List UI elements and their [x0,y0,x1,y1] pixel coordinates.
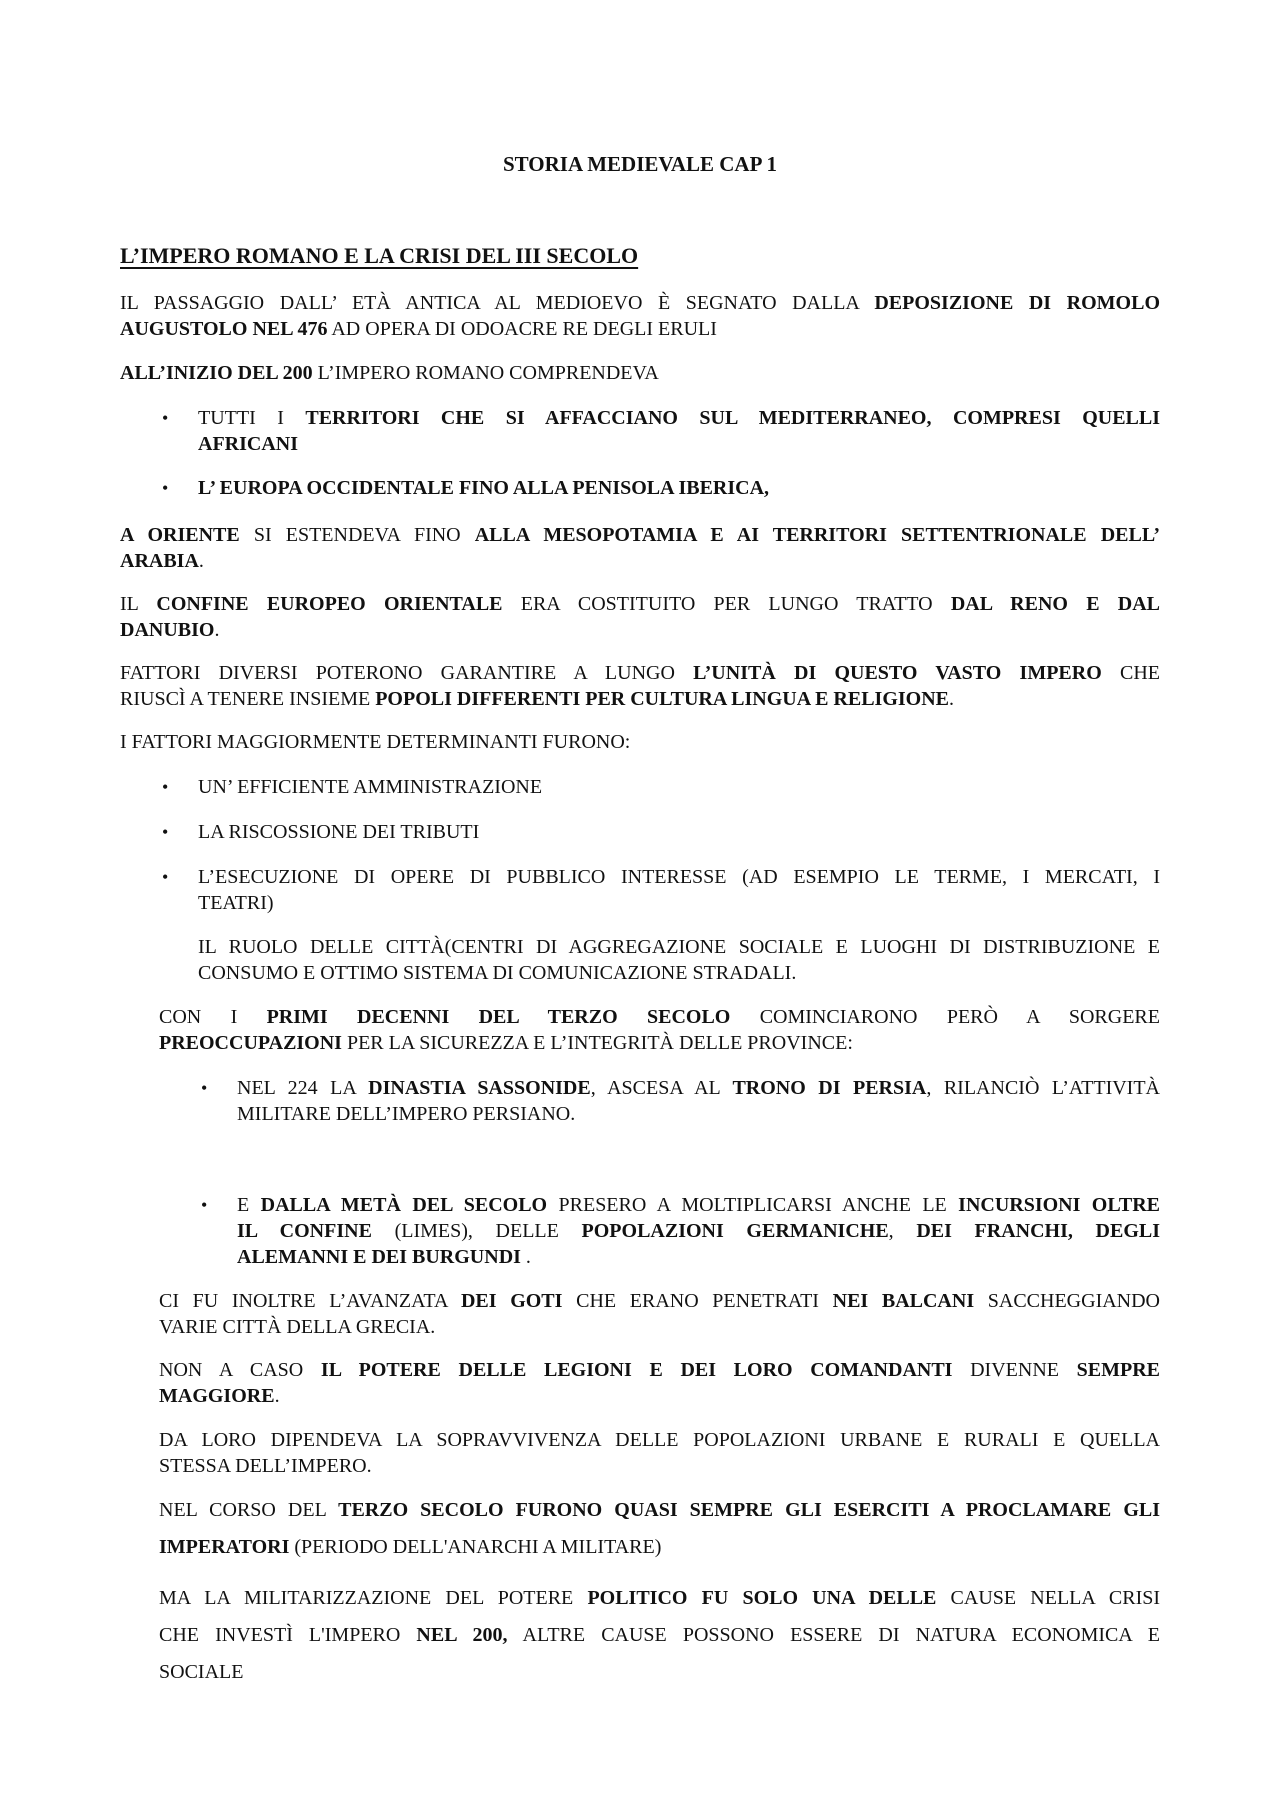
text-run: IL [120,593,157,615]
bullet-marker: • [162,777,169,797]
text-line [198,934,1160,960]
bold-text: PRIMI DECENNI DEL TERZO SECOLO [266,1006,731,1028]
text-run: ERA COSTITUITO PER LUNGO TRATTO [502,593,951,615]
text-line [198,405,1160,431]
bold-text: TRONO DI PERSIA [732,1077,927,1099]
text-line [198,431,1160,457]
section-heading: L’IMPERO ROMANO E LA CRISI DEL III SECOLO [120,243,639,268]
text-run: ALTRE CAUSE POSSONO ESSERE DI NATURA ECONOMICA E [507,1624,1160,1646]
text-line [159,1453,1160,1479]
bold-text: DINASTIA SASSONIDE [368,1077,591,1099]
text-line [159,1427,1160,1453]
text-run: . [274,1385,280,1407]
text-run: CI FU INOLTRE L’AVANZATA [159,1290,461,1312]
text-run: CHE ERANO PENETRATI [562,1290,833,1312]
text-line [198,864,1160,890]
text-run: AD OPERA DI ODOACRE RE DEGLI ERULI [327,318,717,340]
text-line [237,1192,1160,1218]
text-line [120,548,1160,574]
text-run: SACCHEGGIANDO [974,1290,1160,1312]
text-line [120,686,1160,712]
bold-text: IMPERATORI [159,1536,290,1558]
bullet-marker: • [162,822,169,842]
bold-text: IL POTERE DELLE LEGIONI E DEI LORO COMANDANTI [320,1359,953,1381]
text-run: MILITARE DELL’IMPERO PERSIANO. [237,1103,576,1125]
text-run: . [198,550,204,572]
bullet-marker: • [201,1195,208,1215]
text-run: STESSA DELL’IMPERO. [159,1455,372,1477]
text-line [237,1101,1160,1127]
text-run: I FATTORI MAGGIORMENTE DETERMINANTI FURONO: [120,731,631,753]
text-run: NON A CASO [159,1359,321,1381]
bold-text: INCURSIONI OLTRE [958,1194,1160,1216]
bold-text: DANUBIO [120,619,215,641]
bold-text: AFRICANI [198,433,298,455]
text-run: VARIE CITTÀ DELLA GRECIA. [159,1316,436,1338]
text-line [159,1357,1160,1383]
text-line [237,1075,1160,1101]
text-run: IL PASSAGGIO DALL’ ETÀ ANTICA AL MEDIOEVO È SEGNATO DALLA [120,292,875,314]
text-run: L’IMPERO ROMANO COMPRENDEVA [312,362,659,384]
text-line [120,316,1160,342]
text-run: , [888,1220,917,1242]
bold-text: POLITICO FU SOLO UNA DELLE [587,1587,937,1609]
text-run: TUTTI I [198,407,306,429]
bold-text: NEL 200, [416,1624,508,1646]
bold-text: ALL’INIZIO DEL 200 [120,362,313,384]
text-run: COMINCIARONO PERÒ A SORGERE [730,1006,1160,1028]
text-line [159,1659,1160,1685]
text-run: L’ESECUZIONE DI OPERE DI PUBBLICO INTERESSE (AD ESEMPIO LE TERME, I MERCATI, I [198,866,1160,888]
text-line [159,1585,1160,1611]
bold-text: PREOCCUPAZIONI [159,1032,342,1054]
bold-text: DEPOSIZIONE DI ROMOLO [874,292,1161,314]
bold-text: ARABIA [120,550,199,572]
text-line [120,522,1160,548]
text-line [120,729,1160,755]
bold-text: SEMPRE [1076,1359,1160,1381]
text-run: CHE INVESTÌ L'IMPERO [159,1624,417,1646]
text-line [120,591,1160,617]
text-run: SI ESTENDEVA FINO [239,524,475,546]
text-run: , RILANCIÒ L’ATTIVITÀ [926,1077,1160,1099]
bullet-marker: • [162,867,169,887]
bold-text: POPOLI DIFFERENTI PER CULTURA LINGUA E RELIGIONE [375,688,950,710]
text-run: MA LA MILITARIZZAZIONE DEL POTERE [159,1587,588,1609]
bold-text: DALLA METÀ DEL SECOLO [260,1194,548,1216]
text-line [159,1383,1160,1409]
text-line [237,1218,1160,1244]
text-run: CHE [1101,662,1161,684]
bold-text: L’UNITÀ DI QUESTO VASTO IMPERO [693,662,1102,684]
text-line [198,819,1160,845]
text-run: (LIMES), DELLE [371,1220,582,1242]
text-run: . [214,619,220,641]
text-line [120,360,1160,386]
page-title: STORIA MEDIEVALE CAP 1 [502,152,778,176]
text-line [159,1288,1160,1314]
text-run: SOCIALE [159,1661,244,1683]
bold-text: ALLA MESOPOTAMIA E AI TERRITORI SETTENTRIONALE DELL’ [474,524,1160,546]
text-run: , ASCESA AL [590,1077,733,1099]
text-run: PER LA SICUREZZA E L’INTEGRITÀ DELLE PROVINCE: [341,1032,853,1054]
bold-text: L’ EUROPA OCCIDENTALE FINO ALLA PENISOLA IBERICA, [198,477,770,499]
bold-text: TERRITORI CHE SI AFFACCIANO SUL MEDITERRANEO, COMPRESI QUELLI [305,407,1161,429]
text-run: NEL CORSO DEL [159,1499,339,1521]
text-run: RIUSCÌ A TENERE INSIEME [120,688,376,710]
text-line [159,1622,1160,1648]
text-run: LA RISCOSSIONE DEI TRIBUTI [198,821,480,843]
bold-text: TERZO SECOLO FURONO QUASI SEMPRE GLI ESERCITI A PROCLAMARE GLI [338,1499,1160,1521]
text-run: TEATRI) [198,892,274,914]
text-run: UN’ EFFICIENTE AMMINISTRAZIONE [198,776,543,798]
text-line [159,1004,1160,1030]
text-run: E [237,1194,261,1216]
text-run: CON I [159,1006,267,1028]
text-line [198,475,1160,501]
text-line [120,660,1160,686]
text-run: IL RUOLO DELLE CITTÀ(CENTRI DI AGGREGAZIONE SOCIALE E LUOGHI DI DISTRIBUZIONE E [198,936,1160,958]
bold-text: MAGGIORE [159,1385,275,1407]
bold-text: POPOLAZIONI GERMANICHE [581,1220,889,1242]
bold-text: AUGUSTOLO NEL 476 [120,318,328,340]
text-run: (PERIODO DELL'ANARCHI A MILITARE) [289,1536,662,1558]
text-line [159,1314,1160,1340]
text-line [198,774,1160,800]
text-run: . [949,688,955,710]
bullet-marker: • [162,478,169,498]
bold-text: IL CONFINE [237,1220,372,1242]
text-run: CAUSE NELLA CRISI [936,1587,1161,1609]
text-line [198,960,1160,986]
text-line [120,290,1160,316]
text-run: . [520,1246,531,1268]
bullet-marker: • [201,1078,208,1098]
bold-text: CONFINE EUROPEO ORIENTALE [156,593,503,615]
bold-text: DEI GOTI [460,1290,563,1312]
text-line [159,1534,1160,1560]
bold-text: NEI BALCANI [832,1290,975,1312]
text-line [237,1244,1160,1270]
bold-text: DAL RENO E DAL [950,593,1161,615]
text-run: PRESERO A MOLTIPLICARSI ANCHE LE [547,1194,959,1216]
bold-text: A ORIENTE [120,524,240,546]
text-run: FATTORI DIVERSI POTERONO GARANTIRE A LUNGO [120,662,694,684]
text-run: DIVENNE [952,1359,1077,1381]
text-line [198,890,1160,916]
text-run: CONSUMO E OTTIMO SISTEMA DI COMUNICAZIONE STRADALI. [198,962,797,984]
text-line [159,1497,1160,1523]
bullet-marker: • [162,408,169,428]
text-run: DA LORO DIPENDEVA LA SOPRAVVIVENZA DELLE POPOLAZIONI URBANE E RURALI E QUELLA [159,1429,1160,1451]
text-run: NEL 224 LA [237,1077,369,1099]
text-line [120,617,1160,643]
text-line [159,1030,1160,1056]
bold-text: DEI FRANCHI, DEGLI [916,1220,1161,1242]
bold-text: ALEMANNI E DEI BURGUNDI [237,1246,521,1268]
